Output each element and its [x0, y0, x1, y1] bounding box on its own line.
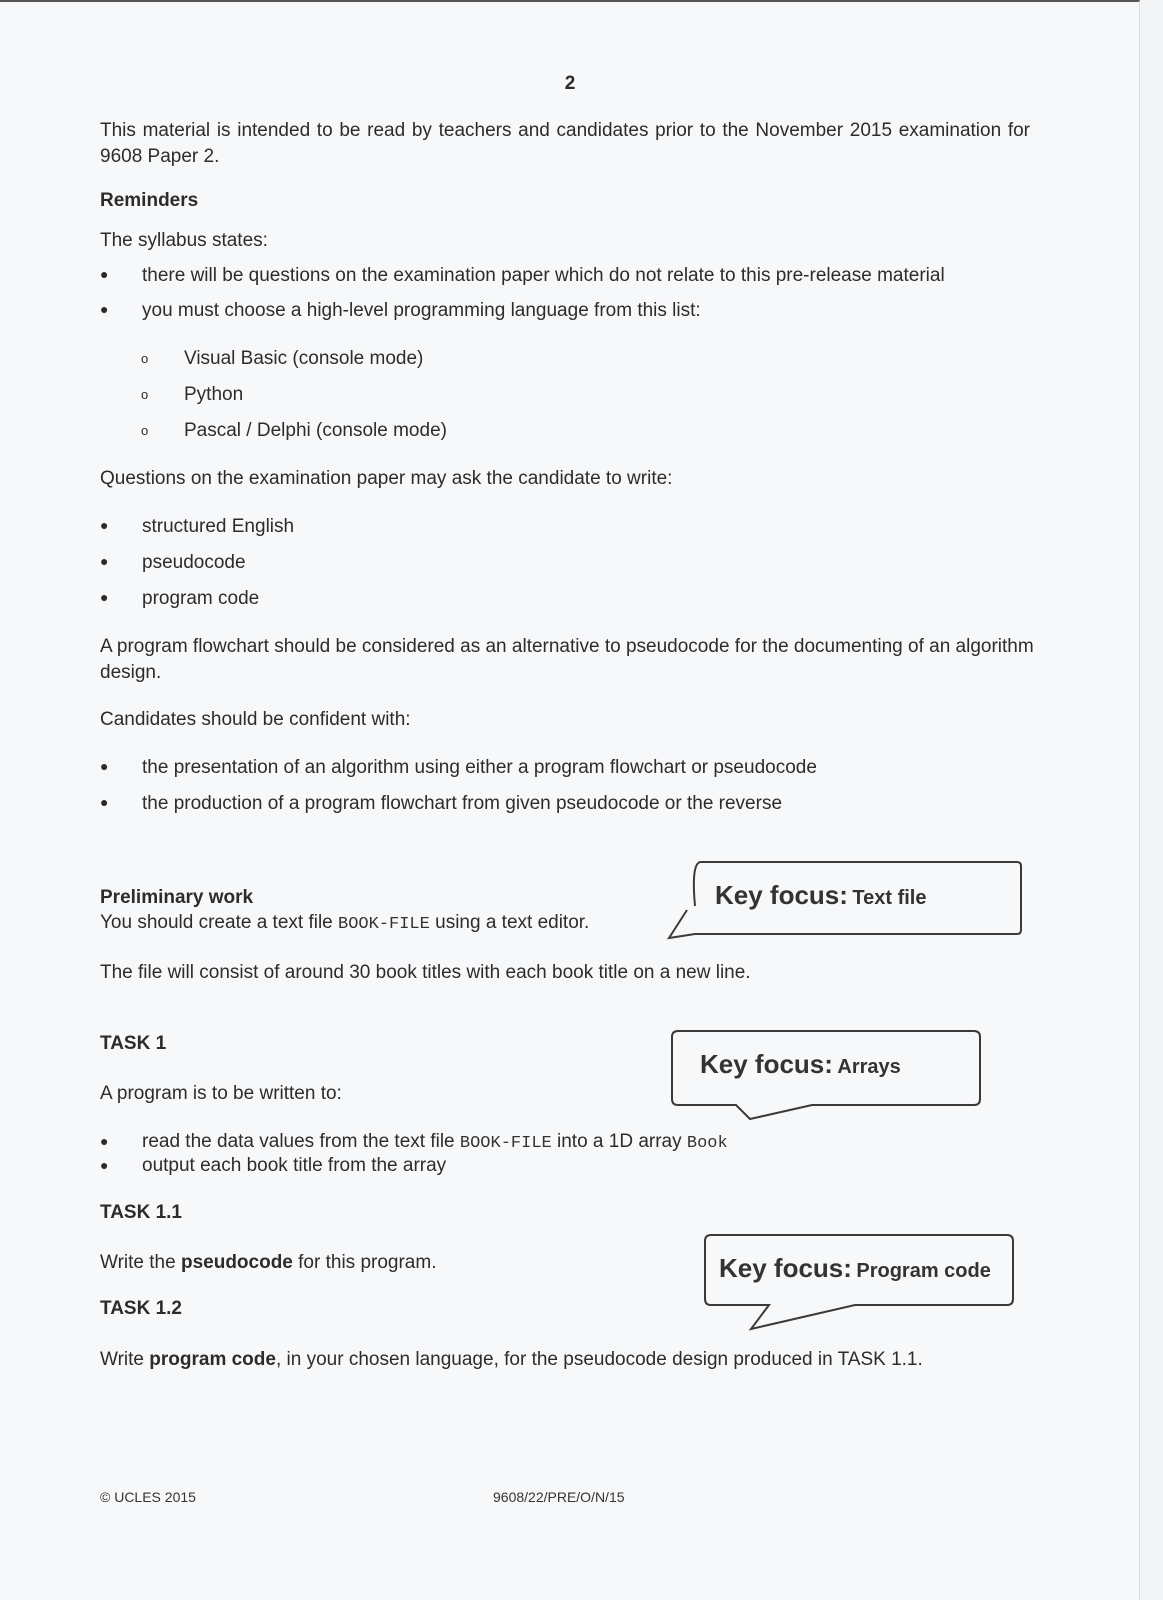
footer-document-code: 9608/22/PRE/O/N/15 — [493, 1489, 625, 1505]
task1-2-instruction — [100, 1347, 923, 1373]
preliminary-instruction — [100, 910, 589, 938]
page-number: 2 — [564, 73, 576, 94]
array-name-code: Book — [686, 1134, 728, 1153]
task1-2-heading: TASK 1.2 — [100, 1298, 183, 1319]
key-focus-callout-text-file — [665, 860, 1025, 940]
questions-intro: Questions on the examination paper may ask the candidate to write: — [100, 468, 673, 489]
text: for this program. — [292, 1252, 437, 1273]
bullet-icon: ● — [100, 1133, 109, 1149]
bullet-icon: ● — [100, 758, 109, 774]
preliminary-heading: Preliminary work — [100, 887, 254, 908]
bullet-icon: ● — [100, 301, 109, 317]
reminders-heading: Reminders — [100, 190, 199, 211]
key-focus-value: Text file — [852, 887, 927, 909]
language-item: Visual Basic (console mode) — [184, 348, 424, 369]
flowchart-note: A program flowchart should be considered as an alternative to pseudocode for the documenting of an algorithm design. — [100, 636, 1034, 683]
text: read the data values from the text file — [142, 1131, 460, 1152]
task1-heading: TASK 1 — [100, 1033, 167, 1054]
hollow-bullet-icon: o — [141, 423, 149, 438]
bullet-icon: ● — [100, 794, 109, 810]
confident-intro: Candidates should be confident with: — [100, 709, 411, 730]
bullet-icon: ● — [100, 266, 109, 282]
filename-code: BOOK-FILE — [459, 1134, 552, 1153]
language-item: Pascal / Delphi (console mode) — [184, 420, 447, 441]
key-focus-callout-program-code — [705, 1233, 1017, 1333]
preliminary-text-post: using a text editor. — [429, 912, 590, 933]
bullet-icon: ● — [100, 553, 109, 569]
language-item: Python — [184, 384, 244, 405]
text: Write — [100, 1349, 150, 1370]
key-focus-callout-arrays — [672, 1029, 984, 1124]
preliminary-text-pre: You should create a text file — [100, 912, 339, 933]
text: into a 1D array — [551, 1131, 687, 1152]
question-type-item: structured English — [142, 516, 295, 537]
emphasis: pseudocode — [180, 1252, 293, 1273]
text: , in your chosen language, for the pseudocode design produced in TASK 1.1. — [275, 1349, 923, 1370]
key-focus-label: Key focus: — [715, 880, 848, 910]
syllabus-states-label: The syllabus states: — [100, 230, 268, 251]
footer-copyright: © UCLES 2015 — [100, 1489, 196, 1505]
list-item: there will be questions on the examination paper which do not relate to this pre-release material — [142, 265, 945, 286]
key-focus-label: Key focus: — [719, 1253, 852, 1283]
text: Write the — [100, 1252, 181, 1273]
confident-item: the presentation of an algorithm using either a program flowchart or pseudocode — [142, 757, 817, 778]
key-focus-label: Key focus: — [700, 1049, 833, 1079]
question-type-item: program code — [142, 588, 260, 609]
hollow-bullet-icon: o — [141, 351, 149, 366]
file-description: The file will consist of around 30 book titles with each book title on a new line. — [100, 962, 751, 983]
question-type-item: pseudocode — [142, 552, 246, 573]
bullet-icon: ● — [100, 589, 109, 605]
list-item: you must choose a high-level programming language from this list: — [142, 300, 701, 321]
bullet-icon: ● — [100, 1157, 109, 1173]
filename-code: BOOK-FILE — [338, 915, 430, 934]
bullet-icon: ● — [100, 517, 109, 533]
task1-bullet-output: output each book title from the array — [142, 1155, 447, 1176]
hollow-bullet-icon: o — [141, 387, 149, 402]
task1-1-instruction — [100, 1250, 436, 1276]
confident-item: the production of a program flowchart from given pseudocode or the reverse — [142, 793, 783, 814]
task1-intro: A program is to be written to: — [100, 1083, 342, 1104]
task1-1-heading: TASK 1.1 — [100, 1202, 183, 1223]
key-focus-value: Arrays — [837, 1056, 901, 1078]
key-focus-value: Program code — [856, 1260, 991, 1282]
intro-paragraph: This material is intended to be read by teachers and candidates prior to the November 2015 examination for 9608 Paper 2. — [100, 120, 1030, 167]
emphasis: program code — [149, 1349, 276, 1370]
